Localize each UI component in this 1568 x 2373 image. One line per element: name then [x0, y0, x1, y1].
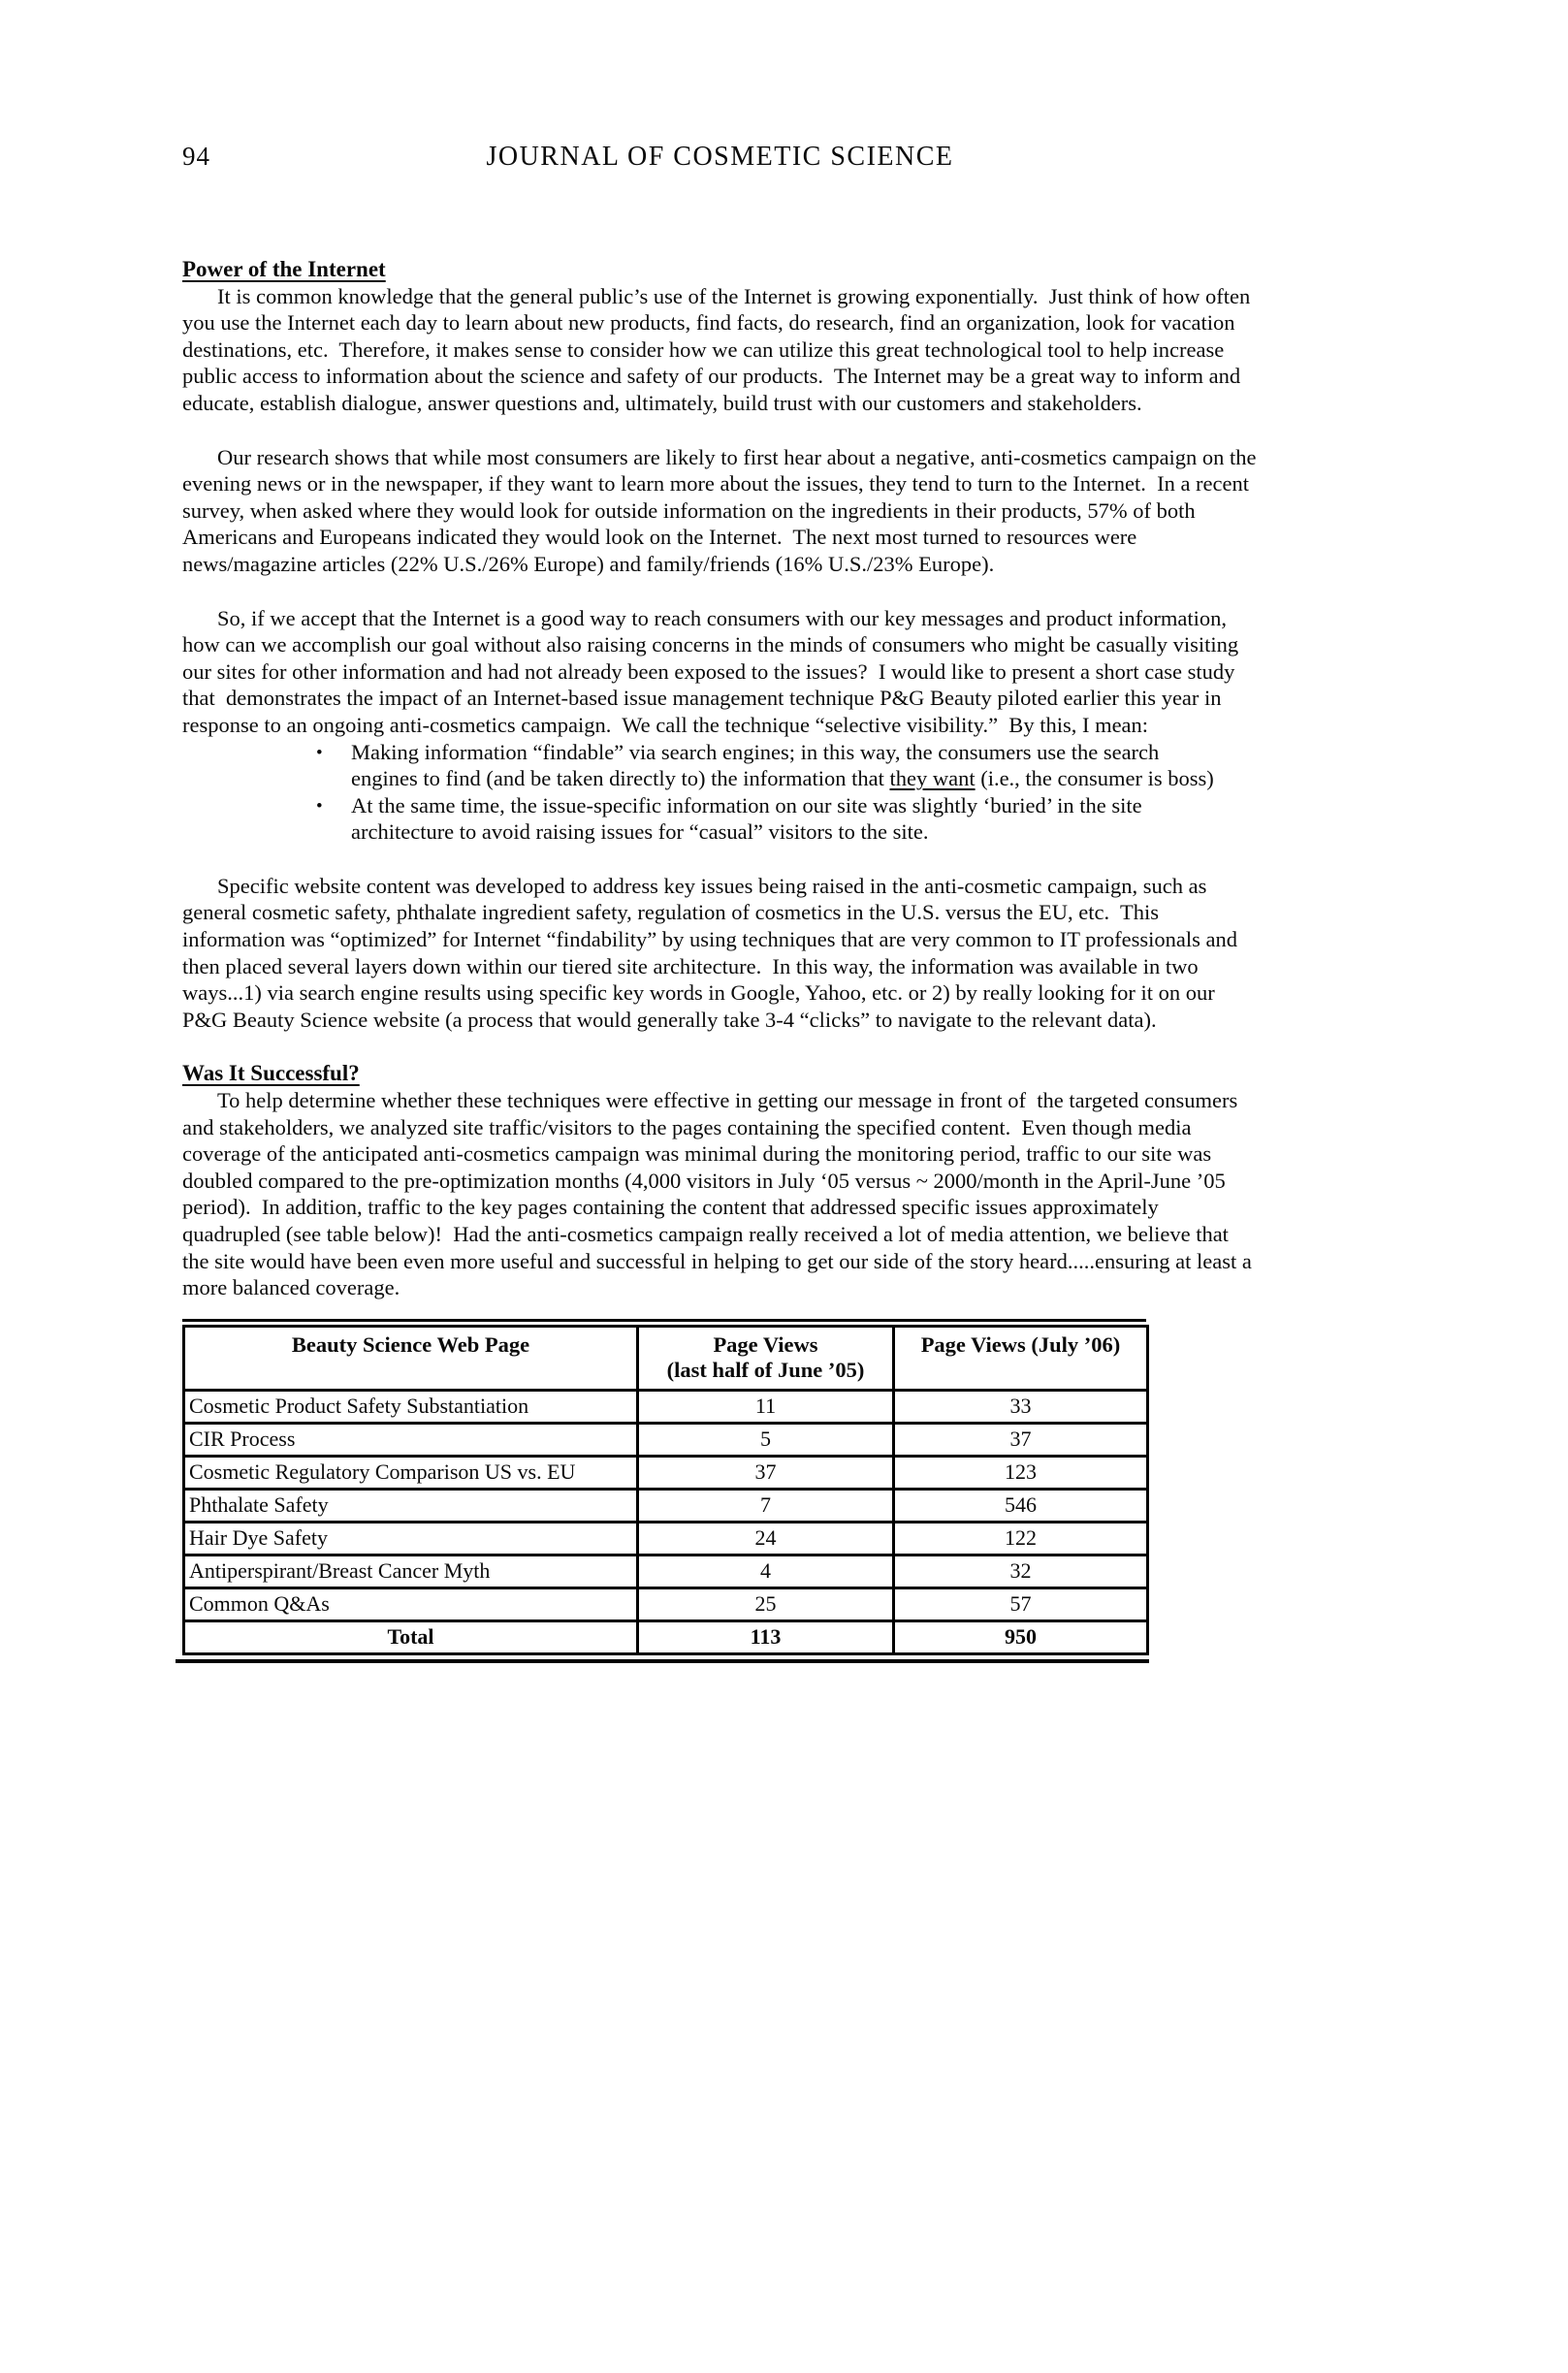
- column-header-june-views: [638, 1326, 894, 1390]
- cell-june-views: 24: [638, 1522, 894, 1555]
- table-header-row: [184, 1326, 1148, 1390]
- bullet-text: At the same time, the issue-specific information on our site was slightly ‘buried’ in the site architecture to avoid raising issues for “casual” visitors to the site.: [351, 792, 1148, 845]
- paragraph-selective-visibility: So, if we accept that the Internet is a good way to reach consumers with our key messages and product information, how can we accomplish our goal without also raising concerns in the minds of consumers who might be casually visiting our sites for other information and had not already been exposed to the issues? I would like to present a short case study that demonstrates the impact of an Internet-based issue management technique P&G Beauty piloted earlier this year in response to an ongoing anti-cosmetics campaign. We call the technique “selective visibility.” By this, I mean:: [182, 605, 1244, 737]
- page-views-table: [182, 1325, 1149, 1655]
- bullet-list: [182, 739, 1258, 846]
- bullet-text-post: (i.e., the consumer is boss): [975, 766, 1214, 791]
- table-top-rule: [182, 1319, 1146, 1322]
- column-header-web-page: Beauty Science Web Page: [184, 1326, 638, 1390]
- section-heading-was-it-successful: Was It Successful?: [182, 1061, 360, 1086]
- bullet-text-pre: Making information “findable” via search engines; in this way, the consumers use the search engines to find (and be taken directly to) the information that: [351, 739, 1165, 791]
- column-header-june-line2: (last half of June ’05): [666, 1357, 865, 1382]
- list-item-buried: [182, 792, 1258, 846]
- list-item-findable: [182, 739, 1258, 792]
- column-header-june-line1: Page Views: [713, 1331, 818, 1357]
- cell-july-views: 122: [894, 1522, 1148, 1555]
- table-total-row: [184, 1620, 1148, 1653]
- table-row: [184, 1489, 1148, 1522]
- paragraph-research-findings: Our research shows that while most consumers are likely to first hear about a negative, anti-cosmetics campaign on the evening news or in the newspaper, if they want to learn more about the issues, they tend to turn to the Internet. In a recent survey, when asked where they would look for outside information on the ingredients in their products, 57% of both Americans and Europeans indicated they would look on the Internet. The next most turned to resources were news/magazine articles (22% U.S./26% Europe) and family/friends (16% U.S./23% Europe).: [182, 444, 1263, 576]
- cell-july-views: 123: [894, 1456, 1148, 1489]
- cell-page-name: CIR Process: [184, 1423, 638, 1456]
- cell-june-views: 7: [638, 1489, 894, 1522]
- cell-page-name: Cosmetic Regulatory Comparison US vs. EU: [184, 1456, 638, 1489]
- cell-july-views: 546: [894, 1489, 1148, 1522]
- table-row: [184, 1555, 1148, 1587]
- table-row: [184, 1456, 1148, 1489]
- paragraph-website-content: Specific website content was developed to address key issues being raised in the anti-cosmetic campaign, such as general cosmetic safety, phthalate ingredient safety, regulation of cosmetics in the U.S. versus the EU, etc. This information was “optimized” for Internet “findability” by using techniques that are very common to IT professionals and then placed several layers down within our tiered site architecture. In this way, the information was available in two ways...1) via search engine results using specific key words in Google, Yahoo, etc. or 2) by really looking for it on our P&G Beauty Science website (a process that would generally take 3-4 “clicks” to navigate to the relevant data).: [182, 873, 1243, 1032]
- article-body: [182, 256, 1263, 1663]
- paragraph-results: To help determine whether these techniques were effective in getting our message in front of the targeted consumers and stakeholders, we analyzed site traffic/visitors to the pages containing the specified content. Even though media coverage of the anticipated anti-cosmetics campaign was minimal during the monitoring period, traffic to our site was doubled compared to the pre-optimization months (4,000 visitors in July ‘05 versus ~ 2000/month in the April-June ’05 period). In addition, traffic to the key pages containing the content that addressed specific issues approximately quadrupled (see table below)! Had the anti-cosmetics campaign really received a lot of media attention, we believe that the site would have been even more useful and successful in helping to get our side of the story heard.....ensuring at least a more balanced coverage.: [182, 1088, 1258, 1300]
- bullet-text: [351, 739, 1229, 792]
- table-bottom-rule: [176, 1659, 1149, 1663]
- page-views-table-wrap: [182, 1319, 1146, 1663]
- cell-july-views: 33: [894, 1390, 1148, 1423]
- cell-page-name: Cosmetic Product Safety Substantiation: [184, 1390, 638, 1423]
- page-header: [182, 142, 1258, 176]
- cell-page-name: Hair Dye Safety: [184, 1522, 638, 1555]
- cell-page-name: Antiperspirant/Breast Cancer Myth: [184, 1555, 638, 1587]
- cell-page-name: Phthalate Safety: [184, 1489, 638, 1522]
- table-row: [184, 1522, 1148, 1555]
- table-row: [184, 1390, 1148, 1423]
- paragraph-internet-growth: It is common knowledge that the general public’s use of the Internet is growing exponentially. Just think of how often you use the Internet each day to learn about new products, find facts, do research, find an organization, look for vacation destinations, etc. Therefore, it makes sense to consider how we can utilize this great technological tool to help increase public access to information about the science and safety of our products. The Internet may be a great way to inform and educate, establish dialogue, answer questions and, ultimately, build trust with our customers and stakeholders.: [182, 283, 1256, 415]
- cell-total-june: 113: [638, 1620, 894, 1653]
- cell-total-july: 950: [894, 1620, 1148, 1653]
- cell-july-views: 57: [894, 1587, 1148, 1620]
- cell-june-views: 4: [638, 1555, 894, 1587]
- bullet-icon: •: [316, 795, 323, 817]
- cell-june-views: 11: [638, 1390, 894, 1423]
- cell-june-views: 25: [638, 1587, 894, 1620]
- cell-june-views: 5: [638, 1423, 894, 1456]
- bullet-text-underlined: they want: [889, 766, 976, 791]
- cell-total-label: Total: [184, 1620, 638, 1653]
- column-header-july-views: Page Views (July ’06): [894, 1326, 1148, 1390]
- section-heading-power-of-the-internet: Power of the Internet: [182, 257, 386, 281]
- page-number: 94: [182, 142, 210, 171]
- bullet-icon: •: [316, 742, 323, 763]
- cell-page-name: Common Q&As: [184, 1587, 638, 1620]
- cell-july-views: 37: [894, 1423, 1148, 1456]
- table-row: [184, 1587, 1148, 1620]
- table-row: [184, 1423, 1148, 1456]
- journal-title: JOURNAL OF COSMETIC SCIENCE: [486, 142, 954, 172]
- cell-june-views: 37: [638, 1456, 894, 1489]
- cell-july-views: 32: [894, 1555, 1148, 1587]
